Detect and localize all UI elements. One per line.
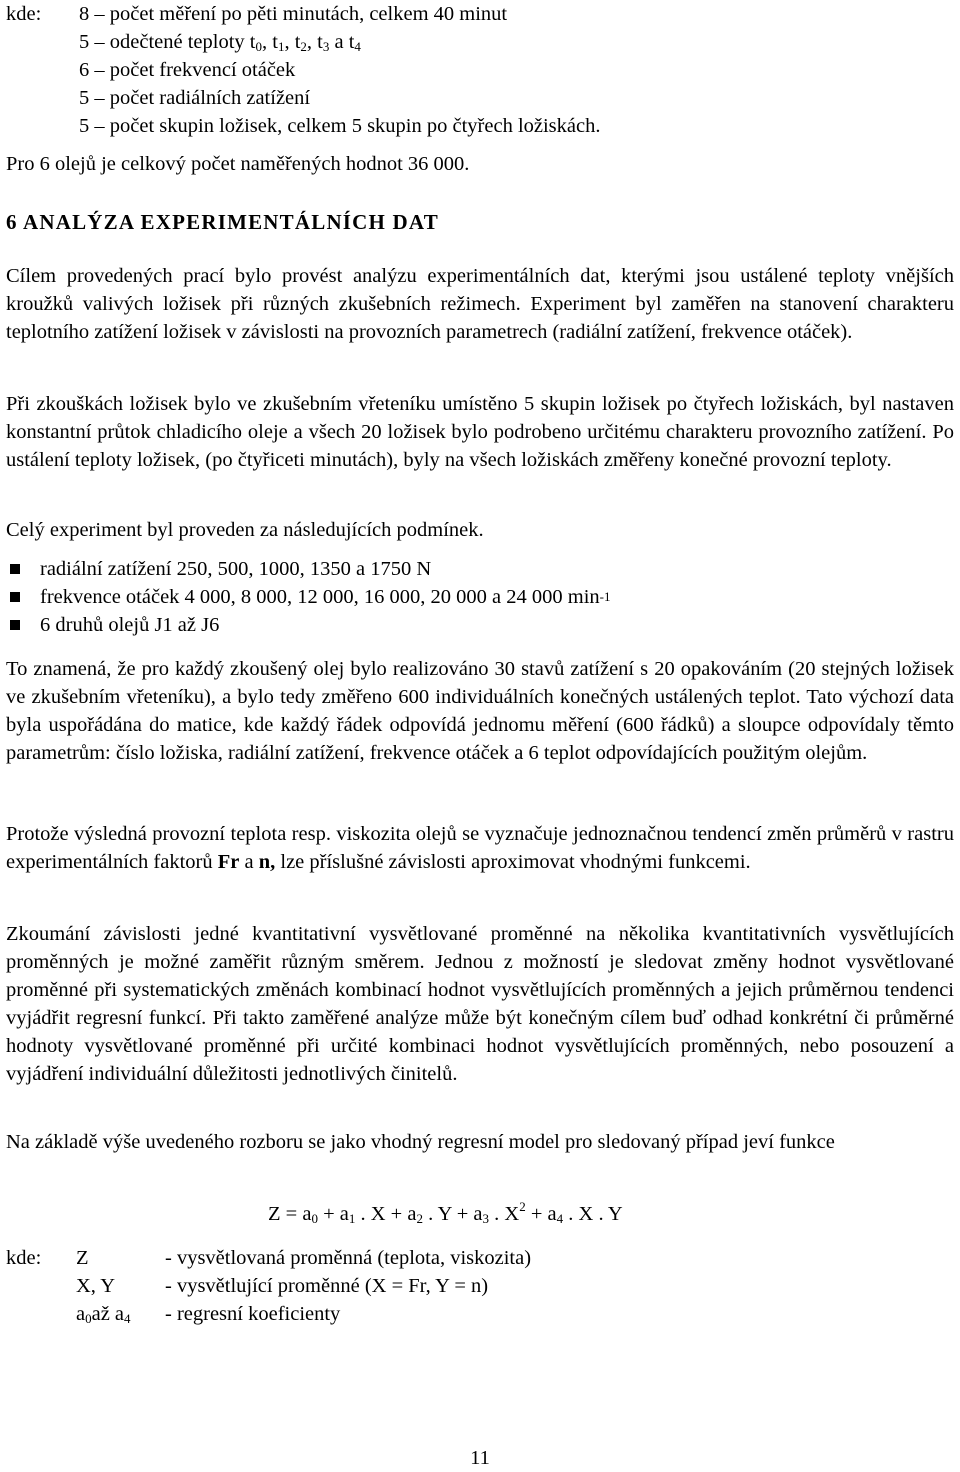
list-item: frekvence otáček 4 000, 8 000, 12 000, 16 000, 20 000 a 24 000 min -1	[6, 583, 611, 611]
paragraph-model: Na základě výše uvedeného rozboru se jako vhodný regresní model pro sledovaný případ jeví funkce	[6, 1131, 835, 1153]
regression-formula: $Z = a_0 + a_1$ . $X + a_2$ . $Y + a_3$ . $X^2 + a_4$ . X . Y	[268, 1199, 623, 1226]
list-item: 6 – počet frekvencí otáček	[79, 59, 296, 81]
definition-row: X, Y - vysvětlující proměnné (X = Fr, Y = n)	[76, 1275, 489, 1297]
list-item: radiální zatížení 250, 500, 1000, 1350 a 1750 N	[6, 555, 611, 583]
paragraph-aim: Cílem provedených prací bylo provést analýzu experimentálních dat, kterými jsou ustálené teploty vnějších kroužků valivých ložisek při různých zkušebních režimech. Experiment byl zaměřen na stanovení charakteru teplotního zatížení ložisek v závislosti na provozních parametrech (radiální zatížení, frekvence otáček).	[6, 265, 954, 343]
list-item: 6 druhů olejů J1 až J6	[6, 611, 611, 639]
variable-definitions	[76, 1244, 531, 1328]
bullet-square-icon	[10, 620, 20, 630]
list-item: 5 – počet skupin ložisek, celkem 5 skupin po čtyřech ložiskách.	[79, 115, 601, 137]
kde-label: kde:	[6, 1247, 42, 1269]
definition-row: $a_0až$ $a_4$ - regresní koeficienty	[76, 1303, 341, 1326]
section-heading: 6 ANALÝZA EXPERIMENTÁLNÍCH DAT	[6, 210, 439, 234]
list-item: 5 – počet radiálních zatížení	[79, 87, 311, 109]
count-list	[79, 0, 600, 140]
paragraph-conditions: Celý experiment byl proveden za následujících podmínek.	[6, 519, 484, 541]
bullet-square-icon	[10, 564, 20, 574]
list-item: 8 – počet měření po pěti minutách, celkem 40 minut	[79, 3, 508, 25]
total-count-text: Pro 6 olejů je celkový počet naměřených hodnot 36 000.	[6, 153, 470, 175]
bullet-square-icon	[10, 592, 20, 602]
page-number: 11	[470, 1447, 490, 1469]
paragraph-regression: Zkoumání závislosti jedné kvantitativní vysvětlované proměnné na několika kvantitativních vysvětlujících proměnných je možné zaměřit různým směrem. Jednou z možností je sledovat změny hodnot vysvětlované proměnné při systematických změnách kombinací hodnot vysvětlujících proměnných a jejich průměrnou tendenci vyjádřit regresní funkcí. Při takto zaměřené analýze může být konečným cílem buď odhad konkrétní či průměrné hodnoty vysvětlované proměnné při určité kombinaci hodnot vysvětlujících proměnných, nebo posouzení a vyjádření individuální důležitosti jednotlivých činitelů.	[6, 923, 954, 1085]
paragraph-tests: Při zkouškách ložisek bylo ve zkušebním vřeteníku umístěno 5 skupin ložisek po čtyřech ložiskách, byl nastaven konstantní průtok chladicího oleje a všech 20 ložisek bylo podrobeno určitému charakteru provozního zatížení. Po ustálení teploty ložisek, (po čtyřiceti minutách), byly na všech ložiskách změřeny konečné provozní teploty.	[6, 393, 954, 471]
definition-row: Z - vysvětlovaná proměnná (teplota, viskozita)	[76, 1247, 532, 1269]
condition-list	[6, 555, 611, 639]
kde-label: kde:	[6, 3, 42, 25]
paragraph-approximation: Protože výsledná provozní teplota resp. viskozita olejů se vyznačuje jednoznačnou tendencí změn průměrů v rastru experimentálních faktorů Fr a n, lze příslušné závislosti aproximovat vhodnými funkcemi.	[6, 823, 954, 873]
list-item: 5 – odečtené teploty $t_0$, $t_1$, $t_2$, $t_3$ a $t_4$	[79, 31, 361, 54]
paragraph-matrix: To znamená, že pro každý zkoušený olej bylo realizováno 30 stavů zatížení s 20 opakováním (20 stejných ložisek ve zkušebním vřeteníku), a bylo tedy změřeno 600 individuálních konečných ustálených teplot. Tato výchozí data byla uspořádána do matice, kde každý řádek odpovídá jednomu měření (600 řádků) a sloupce odpovídaly těmto parametrům: číslo ložiska, radiální zatížení, frekvence otáček a 6 teplot odpovídajících použitým olejům.	[6, 658, 954, 764]
